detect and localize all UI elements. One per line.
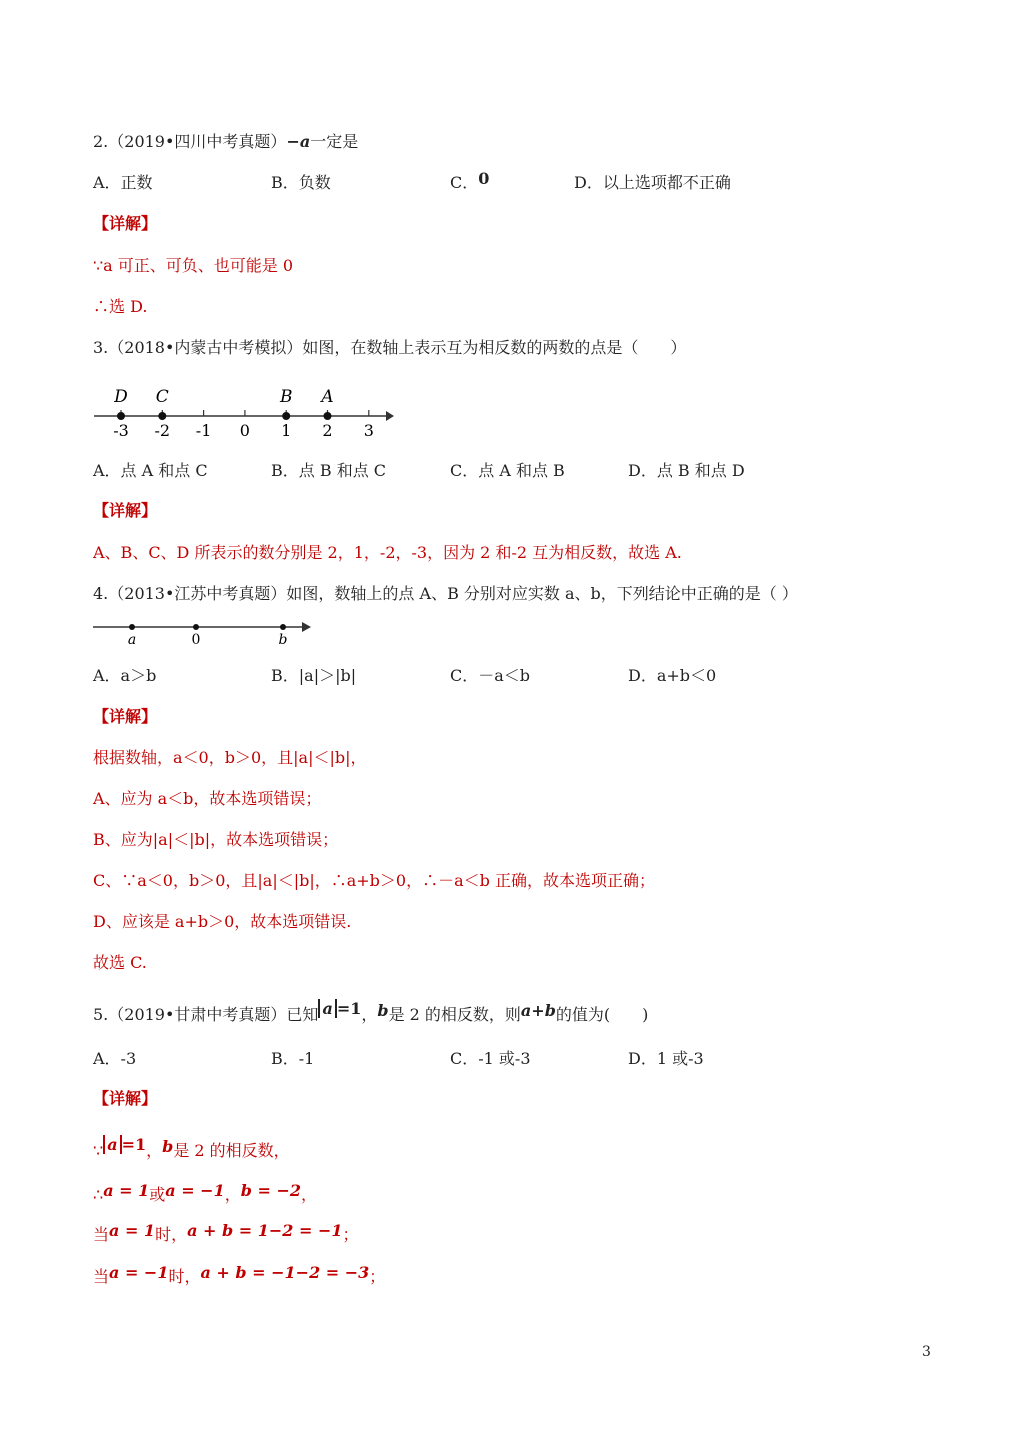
q5-option-d: D．1 或-3 (628, 1049, 704, 1068)
q3-point-label-a: A (321, 387, 334, 407)
q3-point-b (282, 412, 290, 420)
q3-stem: 3.（2018•内蒙古中考模拟）如图，在数轴上表示互为相反数的两数的点是（ ） (93, 338, 687, 357)
q5-abs-a: a (318, 999, 336, 1018)
q5-solution-line-3: 当a = 1时，a + b = 1−2 = −1； (93, 1221, 359, 1244)
q3-point-label-d: D (114, 387, 128, 407)
q5-option-b: B．-1 (271, 1049, 315, 1068)
q4-stem: 4.（2013•江苏中考真题）如图，数轴上的点 A、B 分别对应实数 a、b，下列结论中正确的是（ ） (93, 584, 798, 603)
q4-solution-line-6: 故选 C. (93, 953, 147, 972)
q3-point-c (158, 412, 166, 420)
q4-label-0: 0 (191, 632, 201, 648)
q3-tick-label: 1 (281, 421, 292, 440)
q3-option-d: D．点 B 和点 D (628, 461, 745, 480)
q2-option-a: A．正数 (93, 173, 153, 192)
q4-option-c: C．－a＜b (450, 666, 531, 685)
q5-stem: 5.（2019•甘肃中考真题）已知 a =1，b是 2 的相反数，则a+b的值为( ) (93, 999, 649, 1024)
q2-solution-line-2: ∴选 D. (93, 297, 148, 316)
q4-solution-line-4: C、∵a＜0，b＞0，且|a|＜|b|，∴a+b＞0，∴－a＜b 正确，故本选项正确； (93, 871, 655, 890)
q3-detail-label: 【详解】 (93, 501, 158, 520)
q4-label-b: b (278, 632, 288, 648)
q4-solution-line-5: D、应该是 a+b＞0，故本选项错误. (93, 912, 352, 931)
q3-point-label-b: B (279, 387, 293, 407)
q4-point-0 (193, 624, 199, 630)
q3-option-b: B．点 B 和点 C (271, 461, 387, 480)
q3-number-line (90, 380, 400, 442)
q3-point-d (117, 412, 125, 420)
q3-tick-label: 0 (239, 421, 250, 440)
q4-point-a (129, 624, 135, 630)
q2-expr: −a (286, 132, 311, 151)
q4-solution-line-2: A、应为 a＜b，故本选项错误； (93, 789, 322, 808)
q3-axis-arrow (386, 411, 394, 421)
q2-option-b: B．负数 (271, 173, 331, 192)
q2-option-c-value: 0 (478, 169, 490, 188)
q4-number-line (90, 614, 320, 650)
q5-detail-label: 【详解】 (93, 1089, 158, 1108)
q4-option-a: A．a＞b (93, 666, 157, 685)
q4-axis-arrow (302, 622, 311, 632)
q2-detail-label: 【详解】 (93, 214, 158, 233)
q5-option-c: C．-1 或-3 (450, 1049, 531, 1068)
q4-point-b (280, 624, 286, 630)
q4-solution-line-3: B、应为|a|＜|b|，故本选项错误； (93, 830, 339, 849)
q4-detail-label: 【详解】 (93, 707, 158, 726)
q5-option-a: A．-3 (93, 1049, 137, 1068)
q2-option-c: C．0 (450, 169, 490, 192)
q3-point-a (324, 412, 332, 420)
q3-tick-label: 2 (322, 421, 333, 440)
q3-tick-label: -2 (154, 421, 171, 440)
q3-tick-label: -3 (113, 421, 129, 440)
q3-point-label-c: C (155, 387, 169, 407)
q4-solution-line-1: 根据数轴，a＜0，b＞0，且|a|＜|b|， (93, 748, 367, 767)
q3-option-a: A．点 A 和点 C (93, 461, 208, 480)
q4-option-d: D．a+b＜0 (628, 666, 717, 685)
q2-option-d: D．以上选项都不正确 (574, 173, 731, 192)
q5-solution-line-1: ∵ a =1，b是 2 的相反数， (93, 1135, 290, 1160)
q2-solution-line-1: ∵a 可正、可负、也可能是 0 (93, 256, 294, 275)
q3-solution-line-1: A、B、C、D 所表示的数分别是 2，1，-2，-3，因为 2 和-2 互为相反数，故选 A. (93, 543, 682, 562)
q3-tick-label: -1 (195, 421, 212, 440)
q3-tick-label: 3 (363, 421, 374, 440)
q5-solution-line-4: 当a = −1时，a + b = −1−2 = −3； (93, 1263, 386, 1286)
q2-stem: 2.（2019•四川中考真题）−a一定是 (93, 132, 359, 151)
q4-label-a: a (127, 632, 137, 648)
q3-option-c: C．点 A 和点 B (450, 461, 565, 480)
page-number: 3 (922, 1344, 931, 1360)
q4-option-b: B．|a|＞|b| (271, 666, 357, 685)
q5-solution-line-2: ∴a = 1或a = −1，b = −2， (93, 1181, 318, 1204)
